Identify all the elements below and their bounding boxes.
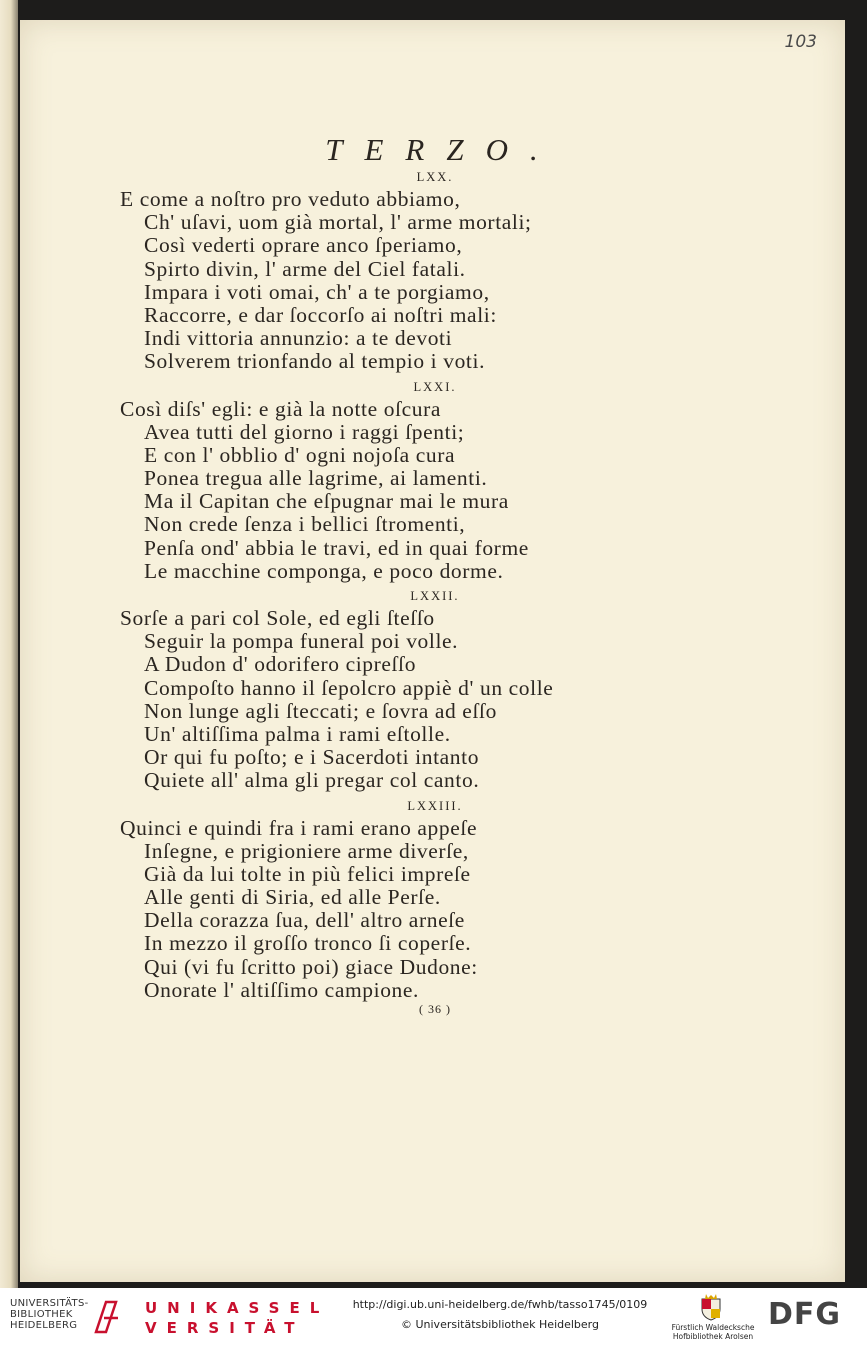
verse-line: Alle genti di Siria, ed alle Perſe. bbox=[144, 885, 441, 910]
verse-line: E con l' obblio d' ogni nojoſa cura bbox=[144, 442, 456, 467]
verse-line: Della corazza ſua, dell' altro arneſe bbox=[144, 908, 465, 933]
verse-line: Non crede ſenza i bellici ſtromenti, bbox=[144, 512, 466, 537]
verse-line: E come a noſtro pro veduto abbiamo, bbox=[120, 187, 461, 211]
page-number: ( 36 ) bbox=[419, 1002, 451, 1016]
permalink-url[interactable]: http://digi.ub.uni-heidelberg.de/fwhb/tasso1745/0109 bbox=[352, 1298, 648, 1311]
verse-line: Raccorre, e dar ſoccorſo ai noſtri mali: bbox=[144, 302, 497, 327]
verse-line: Quinci e quindi fra i rami erano appeſe bbox=[120, 815, 478, 840]
copyright-notice: © Universitätsbibliothek Heidelberg bbox=[400, 1318, 599, 1331]
footer-bar bbox=[0, 1288, 867, 1347]
verse-line: Impara i voti omai, ch' a te porgiamo, bbox=[144, 279, 490, 304]
handwritten-folio-mark: 103 bbox=[784, 32, 817, 52]
verse-line: In mezzo il groſſo tronco ſi coperſe. bbox=[144, 931, 472, 956]
verse-line: Onorate l' altiſſimo campione. bbox=[144, 977, 420, 1002]
verse-line: Spirto divin, l' arme del Ciel fatali. bbox=[144, 256, 466, 281]
waldeck-library-label bbox=[668, 1324, 758, 1341]
verse-line: Così vederti oprare anco ſperiamo, bbox=[144, 233, 463, 258]
facing-page-edge bbox=[0, 0, 18, 1288]
running-head: TERZO. bbox=[325, 132, 560, 167]
verse-line: Compoſto hanno il ſepolcro appiè d' un colle bbox=[144, 675, 554, 700]
verse-line: Seguir la pompa funeral poi volle. bbox=[144, 629, 459, 654]
verse-line: Sorſe a pari col Sole, ed egli ſteſſo bbox=[120, 606, 435, 630]
verse-line: Indi vittoria annunzio: a te devoti bbox=[144, 326, 453, 351]
waldeck-line: Fürstlich Waldecksche bbox=[671, 1323, 755, 1332]
stanza-number: LXXIII. bbox=[407, 798, 463, 813]
stanza-number: LXXII. bbox=[410, 589, 460, 603]
verse-line: Già da lui tolte in più felici impreſe bbox=[144, 861, 471, 886]
uhd-logo-icon bbox=[92, 1298, 122, 1334]
verse-line: Ma il Capitan che eſpugnar mai le mura bbox=[144, 489, 509, 514]
stanza-number: LXX. bbox=[416, 170, 454, 184]
verse-line: Ponea tregua alle lagrime, ai lamenti. bbox=[144, 466, 488, 491]
uhd-line: HEIDELBERG bbox=[10, 1320, 78, 1331]
verse-line: Così diſs' egli: e già la notte oſcura bbox=[120, 396, 442, 421]
verse-line: Quiete all' alma gli pregar col canto. bbox=[144, 768, 480, 793]
verse-line: Inſegne, e prigioniere arme diverſe, bbox=[144, 838, 469, 863]
verse-line: Ch' uſavi, uom già mortal, l' arme mortali; bbox=[144, 210, 532, 235]
uhd-line: UNIVERSITÄTS- bbox=[10, 1298, 89, 1309]
verse-line: Solverem trionfando al tempio i voti. bbox=[144, 349, 486, 374]
stanza-number: LXXI. bbox=[413, 379, 457, 394]
verse-line: Un' altiſſima palma i rami eſtolle. bbox=[144, 721, 451, 746]
kassel-line: VERSITÄT bbox=[145, 1319, 305, 1337]
verse-line: Non lunge agli ſteccati; e ſovra ad eſſo bbox=[144, 698, 497, 723]
kassel-line: UNIKASSEL bbox=[145, 1299, 330, 1317]
verse-line: A Dudon d' odorifero cipreſſo bbox=[144, 652, 417, 677]
waldeck-crest-icon bbox=[700, 1293, 722, 1321]
verse-line: Le macchine componga, e poco dorme. bbox=[144, 558, 504, 583]
dfg-logo[interactable]: DFG bbox=[768, 1297, 842, 1332]
verse-line: Or qui fu poſto; e i Sacerdoti intanto bbox=[144, 745, 480, 770]
waldeck-line: Hofbibliothek Arolsen bbox=[672, 1331, 754, 1341]
verse-line: Avea tutti del giorno i raggi ſpenti; bbox=[144, 419, 465, 444]
verse-line: Qui (vi fu ſcritto poi) giace Dudone: bbox=[144, 954, 478, 979]
kassel-logo[interactable] bbox=[145, 1298, 329, 1338]
uhd-line: BIBLIOTHEK bbox=[10, 1309, 73, 1320]
uhd-logo-text[interactable] bbox=[10, 1298, 89, 1331]
poem-text bbox=[120, 164, 680, 1018]
verse-line: Penſa ond' abbia le travi, ed in quai forme bbox=[144, 535, 529, 560]
